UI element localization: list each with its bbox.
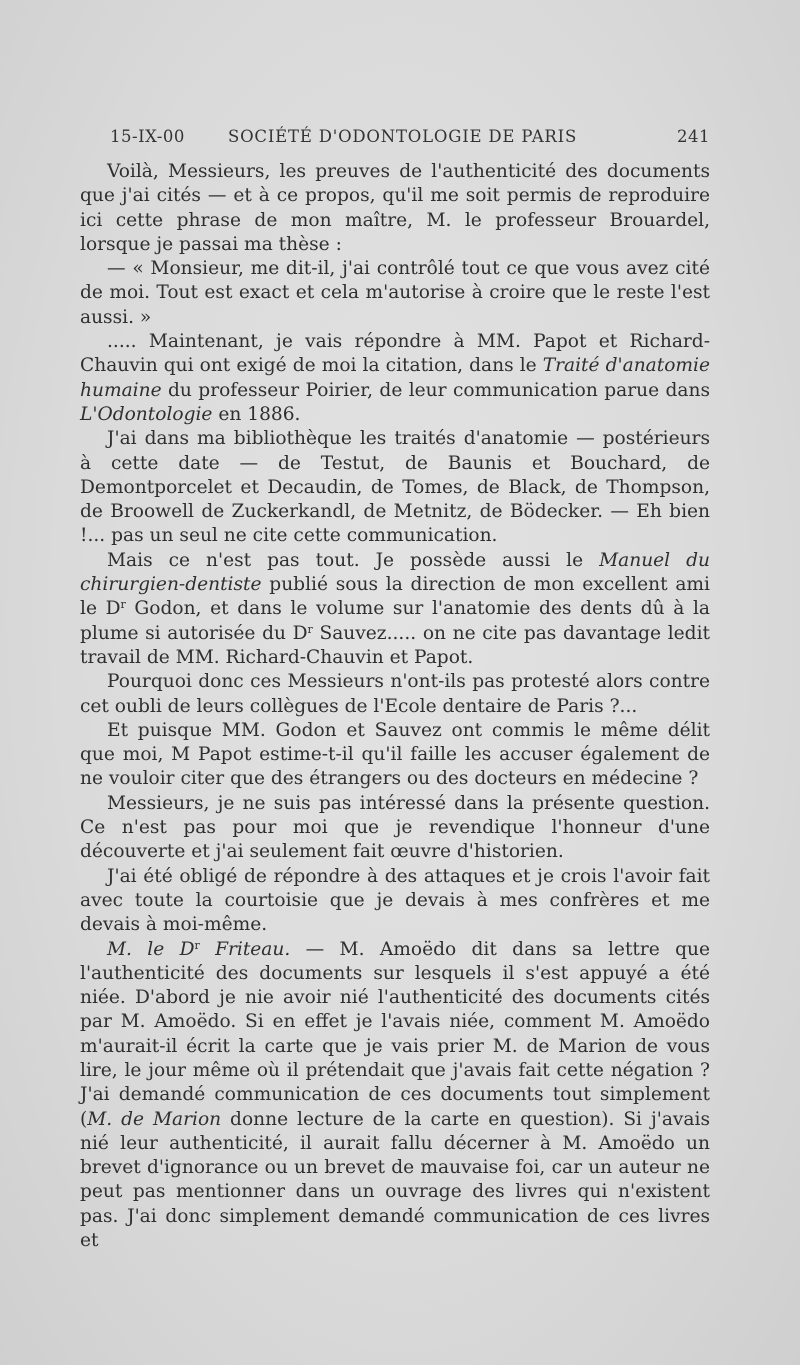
p10-speaker-1: M. le D	[107, 938, 195, 960]
running-header	[110, 127, 710, 155]
p10-de-marion: M. de Marion	[87, 1108, 222, 1130]
body-text	[80, 160, 710, 1253]
p10-speaker-2: Friteau.	[199, 938, 291, 960]
p5-text-1: Mais ce n'est pas tout. Je possède aussi le	[107, 549, 600, 571]
paragraph-5	[80, 549, 710, 670]
p3-text-1: ..... Maintenant, je vais répondre à MM. Papot et Richard-Chauvin qui ont exigé de moi la citation, dans le	[80, 331, 710, 377]
paragraph-6: Pourquoi donc ces Messieurs n'ont-ils pas protesté alors contre cet oubli de leurs collègues de l'Ecole dentaire de Paris ?...	[80, 671, 710, 717]
paragraph-2: — « Monsieur, me dit-il, j'ai contrôlé tout ce que vous avez cité de moi. Tout est exact et cela m'autorise à croire que le reste l'est aussi. »	[80, 258, 710, 328]
paragraph-3	[80, 330, 710, 427]
p5-text-2: publié sous la direction de mon excellent ami le D	[80, 574, 710, 620]
paragraph-10	[80, 938, 710, 1254]
p3-title-odontologie: L'Odontologie	[80, 403, 213, 425]
p5-superscript-2: r	[307, 622, 313, 636]
p3-title-traite: Traité d'anatomie humaine	[80, 355, 711, 401]
paragraph-8: Messieurs, je ne suis pas intéressé dans la présente question. Ce n'est pas pour moi que je revendique l'honneur d'une découverte et j'ai seulement fait œuvre d'historien.	[80, 792, 710, 863]
header-date: 15-IX-00	[110, 127, 185, 146]
header-running-title: SOCIÉTÉ D'ODONTOLOGIE DE PARIS	[228, 127, 578, 146]
paragraph-7: Et puisque MM. Godon et Sauvez ont commis le même délit que moi, M Papot estime-t-il qu'il faille les accuser également de ne vouloir citer que des étrangers ou des docteurs en médecine ?	[80, 719, 710, 790]
p10-superscript: r	[194, 938, 200, 952]
p5-text-4: Sauvez..... on ne cite pas davantage ledit travail de MM. Richard-Chauvin et Papot.	[80, 622, 710, 668]
page-number: 241	[677, 127, 710, 146]
p10-text-1: — M. Amoëdo dit dans sa lettre que l'authenticité des documents sur lesquels il s'est appuyé a été niée. D'abord je nie avoir nié l'authenticité des documents cités par M. Amoëdo. Si en effet je l'avais niée, comment M. Amoëdo m'aurait-il écrit la carte que je vais prier M. de Marion de vous lire, le jour même où il prétendait que j'avais fait cette négation ? J'ai demandé communication de ces documents tout simplement (	[80, 938, 710, 1130]
p3-text-3: en 1886.	[212, 403, 301, 425]
p3-text-2: du professeur Poirier, de leur communication parue dans	[161, 379, 710, 401]
paragraph-4: J'ai dans ma bibliothèque les traités d'anatomie — postérieurs à cette date — de Testut, de Baunis et Bouchard, de Demontporcelet et Decaudin, de Tomes, de Black, de Thompson, de Broowell de Zuckerkandl, de Metnitz, de Bödecker. — Eh bien !... pas un seul ne cite cette communication.	[80, 428, 710, 547]
p5-superscript-1: r	[120, 598, 126, 612]
paragraph-1: Voilà, Messieurs, les preuves de l'authenticité des documents que j'ai cités — et à ce propos, qu'il me soit permis de reproduire ici cette phrase de mon maître, M. le professeur Brouardel, lorsque je passai ma thèse :	[80, 161, 710, 255]
p5-text-3: Godon, et dans le volume sur l'anatomie des dents dû à la plume si autorisée du D	[80, 598, 710, 644]
p5-title-manuel: Manuel du chirurgien-dentiste	[80, 549, 710, 596]
p10-text-2: donne lecture de la carte en question). Si j'avais nié leur authenticité, il aurait fallu décerner à M. Amoëdo un brevet d'ignorance ou un brevet de mauvaise foi, car un auteur ne peut pas mentionner dans un ouvrage des livres qui n'existent pas. J'ai donc simplement demandé communication de ces livres et	[80, 1108, 710, 1252]
paragraph-9: J'ai été obligé de répondre à des attaques et je crois l'avoir fait avec toute la courtoisie que je devais à mes confrères et me devais à moi-même.	[80, 865, 710, 936]
